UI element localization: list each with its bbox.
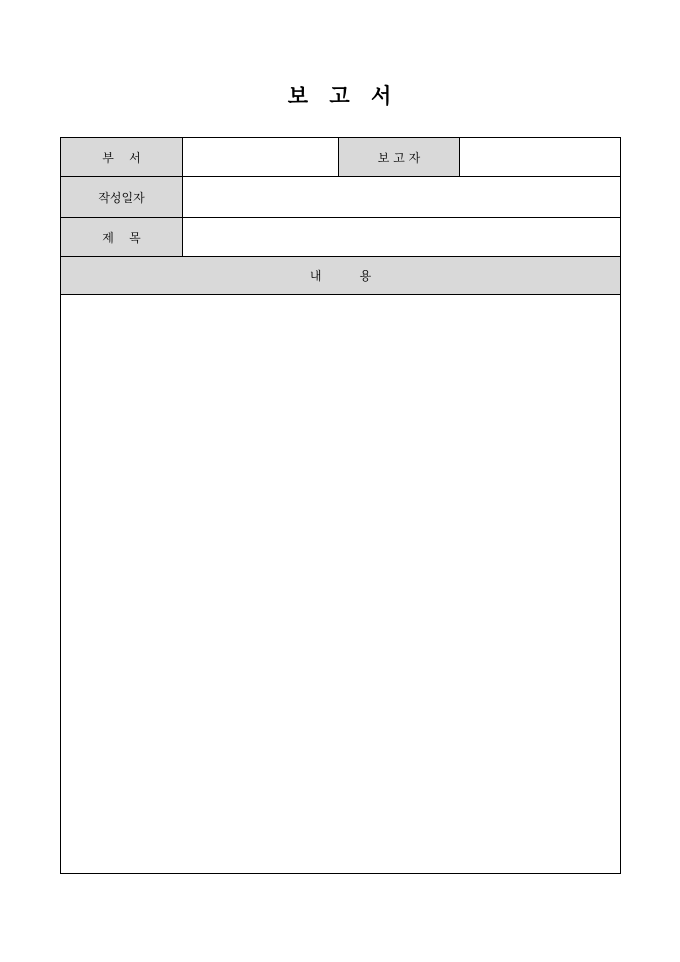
department-label: 부 서: [61, 138, 182, 177]
date-field[interactable]: [182, 177, 620, 218]
subject-field[interactable]: [182, 218, 620, 257]
reporter-label: 보 고 자: [338, 138, 459, 177]
content-area[interactable]: [61, 295, 620, 873]
subject-label: 제 목: [61, 218, 182, 257]
report-form: [60, 137, 621, 874]
document-title: 보 고 서: [287, 83, 393, 108]
content-label: 내 용: [61, 257, 620, 295]
date-label: 작성일자: [61, 177, 182, 218]
department-field[interactable]: [182, 138, 338, 177]
reporter-field[interactable]: [459, 138, 620, 177]
